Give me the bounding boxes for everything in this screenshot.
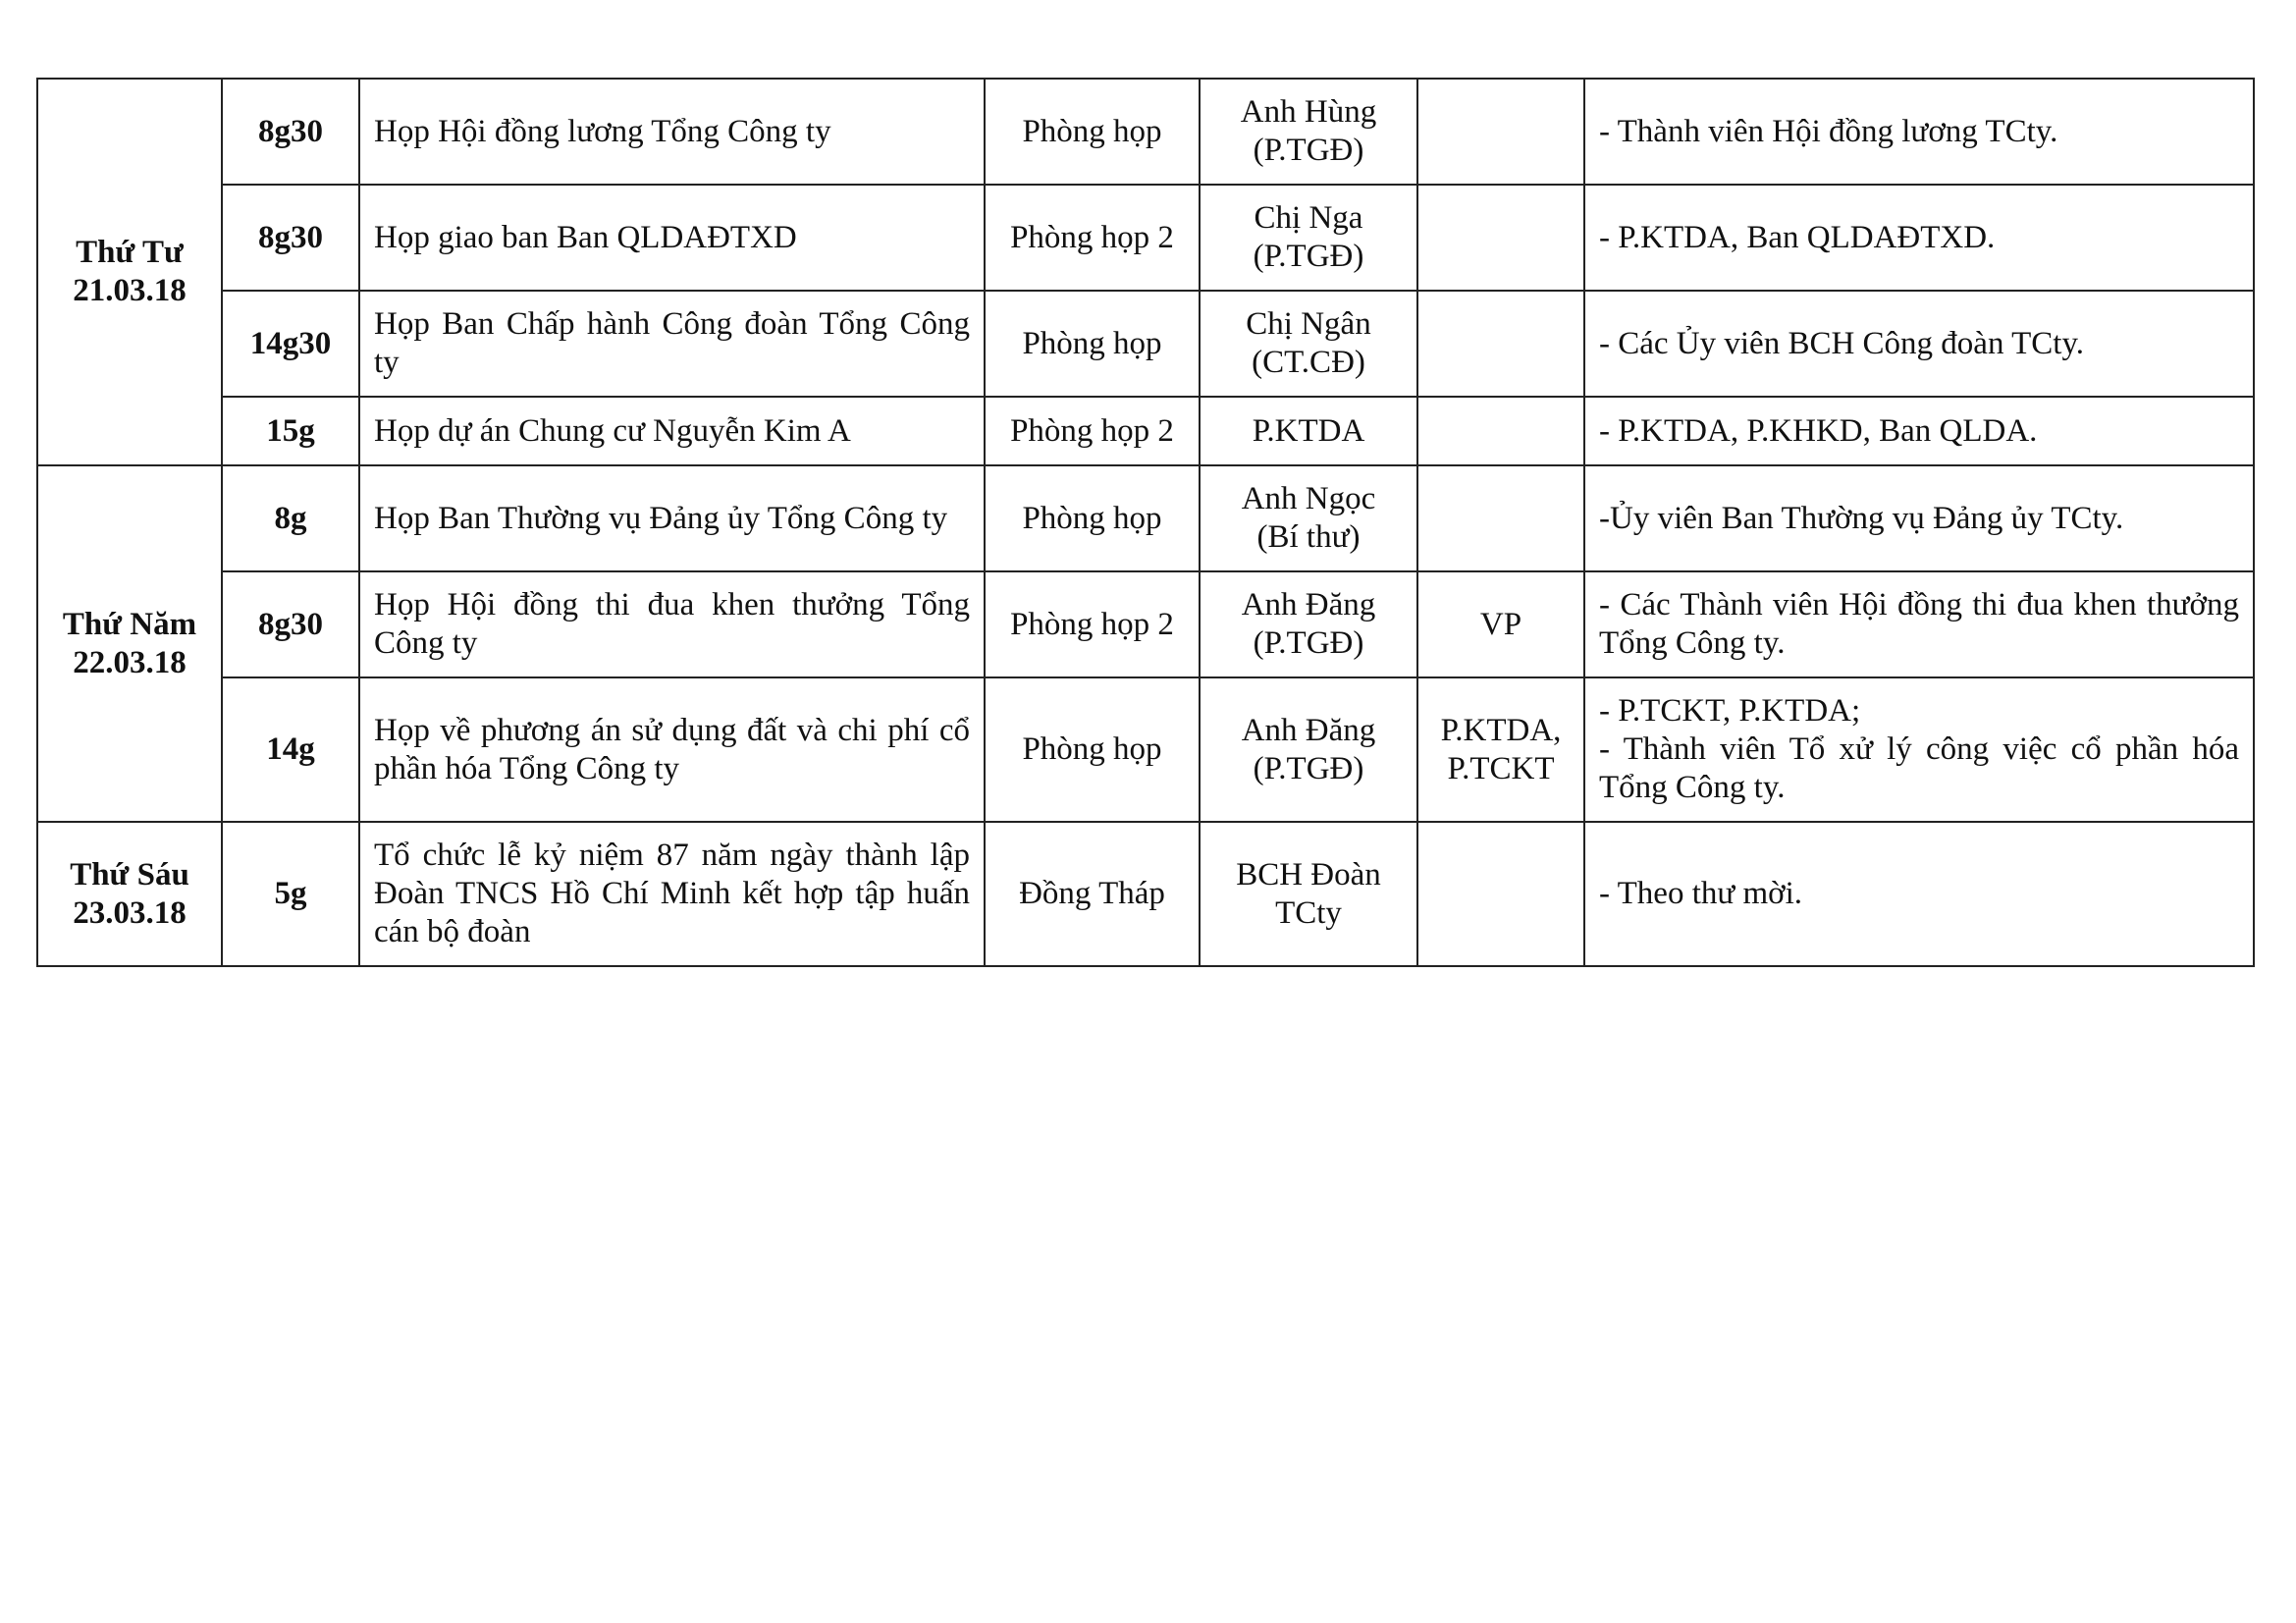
day-name: Thứ Sáu [70, 856, 189, 893]
attendees-cell [1584, 822, 2254, 966]
attendees-cell [1584, 571, 2254, 677]
attendee-line: -Ủy viên Ban Thường vụ Đảng ủy TCty. [1599, 500, 2124, 536]
day-date: 23.03.18 [73, 894, 187, 931]
host-line: (P.TGĐ) [1253, 133, 1364, 168]
preparation-line: P.TCKT [1447, 750, 1555, 786]
day-name: Thứ Năm [62, 606, 197, 642]
meeting-place-cell: Phòng họp 2 [985, 397, 1200, 465]
preparation-cell [1417, 185, 1584, 291]
attendees-cell [1584, 465, 2254, 571]
table-row [37, 291, 2254, 397]
schedule-body [37, 79, 2254, 966]
host-line: Anh Đăng [1241, 712, 1376, 748]
host-line: TCty [1275, 894, 1342, 931]
meeting-content-cell: Họp Hội đồng lương Tổng Công ty [359, 79, 985, 185]
table-row [37, 571, 2254, 677]
host-line: (CT.CĐ) [1252, 345, 1365, 380]
meeting-content-cell: Họp về phương án sử dụng đất và chi phí cổ phần hóa Tổng Công ty [359, 677, 985, 822]
host-line: BCH Đoàn [1236, 856, 1381, 893]
preparation-line: VP [1479, 606, 1522, 642]
host-cell [1200, 465, 1417, 571]
time-cell: 8g30 [222, 185, 359, 291]
host-line: Anh Hùng [1240, 94, 1377, 130]
preparation-cell [1417, 465, 1584, 571]
preparation-cell [1417, 291, 1584, 397]
table-row [37, 79, 2254, 185]
host-line: (P.TGĐ) [1253, 625, 1364, 661]
meeting-place-cell: Phòng họp [985, 291, 1200, 397]
meeting-place-cell: Phòng họp 2 [985, 185, 1200, 291]
preparation-cell [1417, 571, 1584, 677]
attendee-line: - Các Ủy viên BCH Công đoàn TCty. [1599, 325, 2085, 361]
meeting-content-cell: Họp dự án Chung cư Nguyễn Kim A [359, 397, 985, 465]
time-cell: 8g30 [222, 79, 359, 185]
meeting-content-cell: Họp Ban Thường vụ Đảng ủy Tổng Công ty [359, 465, 985, 571]
preparation-line: P.KTDA, [1440, 712, 1562, 748]
time-cell: 14g [222, 677, 359, 822]
meeting-schedule-table [36, 78, 2255, 967]
meeting-place-cell: Phòng họp [985, 465, 1200, 571]
table-row [37, 465, 2254, 571]
meeting-content-cell: Họp Ban Chấp hành Công đoàn Tổng Công ty [359, 291, 985, 397]
preparation-cell [1417, 822, 1584, 966]
day-cell [37, 79, 222, 465]
time-cell: 8g [222, 465, 359, 571]
host-line: Chị Nga [1254, 200, 1363, 236]
host-line: (P.TGĐ) [1253, 239, 1364, 274]
host-cell [1200, 185, 1417, 291]
host-line: Chị Ngân [1246, 306, 1371, 342]
host-line: Anh Ngọc [1241, 481, 1376, 516]
preparation-cell [1417, 677, 1584, 822]
preparation-cell [1417, 79, 1584, 185]
attendees-cell [1584, 677, 2254, 822]
meeting-content-cell: Tổ chức lễ kỷ niệm 87 năm ngày thành lập Đoàn TNCS Hồ Chí Minh kết hợp tập huấn cán bộ đoàn [359, 822, 985, 966]
attendees-cell [1584, 79, 2254, 185]
host-cell [1200, 397, 1417, 465]
host-cell [1200, 571, 1417, 677]
time-cell: 5g [222, 822, 359, 966]
day-date: 21.03.18 [73, 273, 187, 308]
host-cell [1200, 291, 1417, 397]
host-line: Anh Đăng [1241, 587, 1376, 622]
meeting-content-cell: Họp giao ban Ban QLDAĐTXD [359, 185, 985, 291]
preparation-cell [1417, 397, 1584, 465]
host-line: P.KTDA [1252, 412, 1365, 449]
day-cell [37, 465, 222, 822]
attendees-cell [1584, 291, 2254, 397]
meeting-content-cell: Họp Hội đồng thi đua khen thưởng Tổng Công ty [359, 571, 985, 677]
attendee-line: - P.KTDA, Ban QLDAĐTXD. [1599, 219, 1996, 255]
meeting-place-cell: Đồng Tháp [985, 822, 1200, 966]
host-cell [1200, 677, 1417, 822]
time-cell: 8g30 [222, 571, 359, 677]
attendee-line: - P.TCKT, P.KTDA; [1599, 693, 1861, 729]
time-cell: 14g30 [222, 291, 359, 397]
table-row [37, 822, 2254, 966]
meeting-place-cell: Phòng họp 2 [985, 571, 1200, 677]
attendee-line: - Các Thành viên Hội đồng thi đua khen thưởng Tổng Công ty. [1599, 587, 2239, 661]
host-line: (Bí thư) [1256, 519, 1361, 555]
attendee-line: - Thành viên Tổ xử lý công việc cổ phần hóa Tổng Công ty. [1599, 731, 2239, 805]
day-cell [37, 822, 222, 966]
table-row [37, 677, 2254, 822]
time-cell: 15g [222, 397, 359, 465]
meeting-place-cell: Phòng họp [985, 79, 1200, 185]
attendee-line: - P.KTDA, P.KHKD, Ban QLDA. [1599, 412, 2038, 449]
host-cell [1200, 79, 1417, 185]
table-row [37, 185, 2254, 291]
host-cell [1200, 822, 1417, 966]
host-line: (P.TGĐ) [1253, 750, 1364, 786]
day-name: Thứ Tư [76, 235, 184, 270]
table-row [37, 397, 2254, 465]
attendee-line: - Theo thư mời. [1599, 876, 1803, 911]
day-date: 22.03.18 [73, 644, 187, 680]
attendees-cell [1584, 185, 2254, 291]
meeting-place-cell: Phòng họp [985, 677, 1200, 822]
attendee-line: - Thành viên Hội đồng lương TCty. [1599, 113, 2058, 149]
attendees-cell [1584, 397, 2254, 465]
